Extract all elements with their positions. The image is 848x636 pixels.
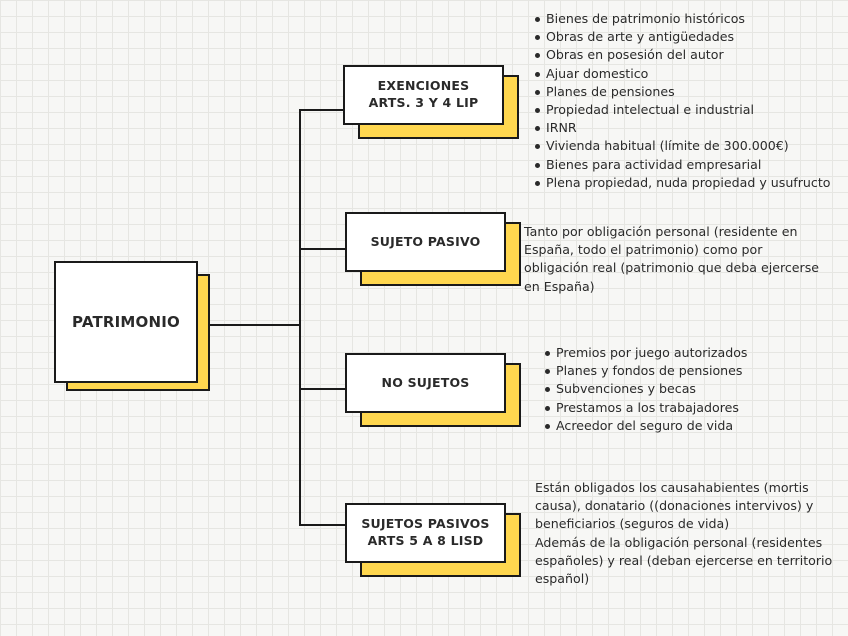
no-sujetos-detail: [541, 344, 831, 435]
node-sujetos-pasivos-lisd[interactable]: [345, 503, 521, 577]
root-node-box: [54, 261, 198, 383]
exenciones-list-item: Bienes para actividad empresarial: [531, 156, 831, 174]
no-sujetos-list-item: Acreedor del seguro de vida: [541, 417, 831, 435]
exenciones-list-item: Vivienda habitual (límite de 300.000€): [531, 137, 831, 155]
exenciones-list-item: Bienes de patrimonio históricos: [531, 10, 831, 28]
exenciones-list-item: Obras de arte y antigüedades: [531, 28, 831, 46]
node-sujeto-pasivo-box: [345, 212, 506, 272]
exenciones-list-item: Planes de pensiones: [531, 83, 831, 101]
node-no-sujetos-label: NO SUJETOS: [381, 374, 470, 390]
node-sujeto-pasivo[interactable]: [345, 212, 521, 286]
exenciones-list-item: Ajuar domestico: [531, 65, 831, 83]
node-no-sujetos[interactable]: [345, 353, 521, 427]
sujeto-pasivo-text: Tanto por obligación personal (residente en España, todo el patrimonio) como por obligación real (patrimonio que deba ejercerse en España): [524, 224, 820, 294]
node-sujetos-pasivos-lisd-label-line-1: SUJETOS PASIVOS: [361, 516, 490, 532]
exenciones-list-item: Obras en posesión del autor: [531, 46, 831, 64]
exenciones-list-item: Propiedad intelectual e industrial: [531, 101, 831, 119]
sujeto-pasivo-detail: [524, 223, 824, 296]
node-exenciones-label-line-1: EXENCIONES: [377, 78, 470, 94]
node-sujeto-pasivo-label: SUJETO PASIVO: [370, 233, 481, 249]
sujetos-pasivos-lisd-detail: [535, 479, 835, 588]
node-no-sujetos-box: [345, 353, 506, 413]
node-exenciones-box: [343, 65, 504, 125]
root-node-label: PATRIMONIO: [72, 312, 180, 331]
no-sujetos-list-item: Subvenciones y becas: [541, 380, 831, 398]
no-sujetos-list-item: Planes y fondos de pensiones: [541, 362, 831, 380]
exenciones-list-item: Plena propiedad, nuda propiedad y usufructo: [531, 174, 831, 192]
sujetos-pasivos-lisd-paragraph-2: Además de la obligación personal (residentes españoles) y real (deban ejercerse en territorio español): [535, 534, 833, 587]
exenciones-detail: [531, 10, 831, 192]
node-sujetos-pasivos-lisd-label-line-2: ARTS 5 A 8 LISD: [367, 533, 484, 548]
no-sujetos-list: [541, 344, 831, 435]
node-exenciones-label-line-2: ARTS. 3 Y 4 LIP: [368, 95, 479, 110]
sujetos-pasivos-lisd-paragraph-1: Están obligados los causahabientes (mortis causa), donatario ((donaciones intervivos) y beneficiarios (seguros de vida): [535, 480, 814, 532]
exenciones-list: [531, 10, 831, 192]
exenciones-list-item: IRNR: [531, 119, 831, 137]
root-node-patrimonio[interactable]: [54, 261, 210, 391]
node-exenciones[interactable]: [343, 65, 519, 139]
node-sujetos-pasivos-lisd-box: [345, 503, 506, 563]
no-sujetos-list-item: Premios por juego autorizados: [541, 344, 831, 362]
no-sujetos-list-item: Prestamos a los trabajadores: [541, 399, 831, 417]
